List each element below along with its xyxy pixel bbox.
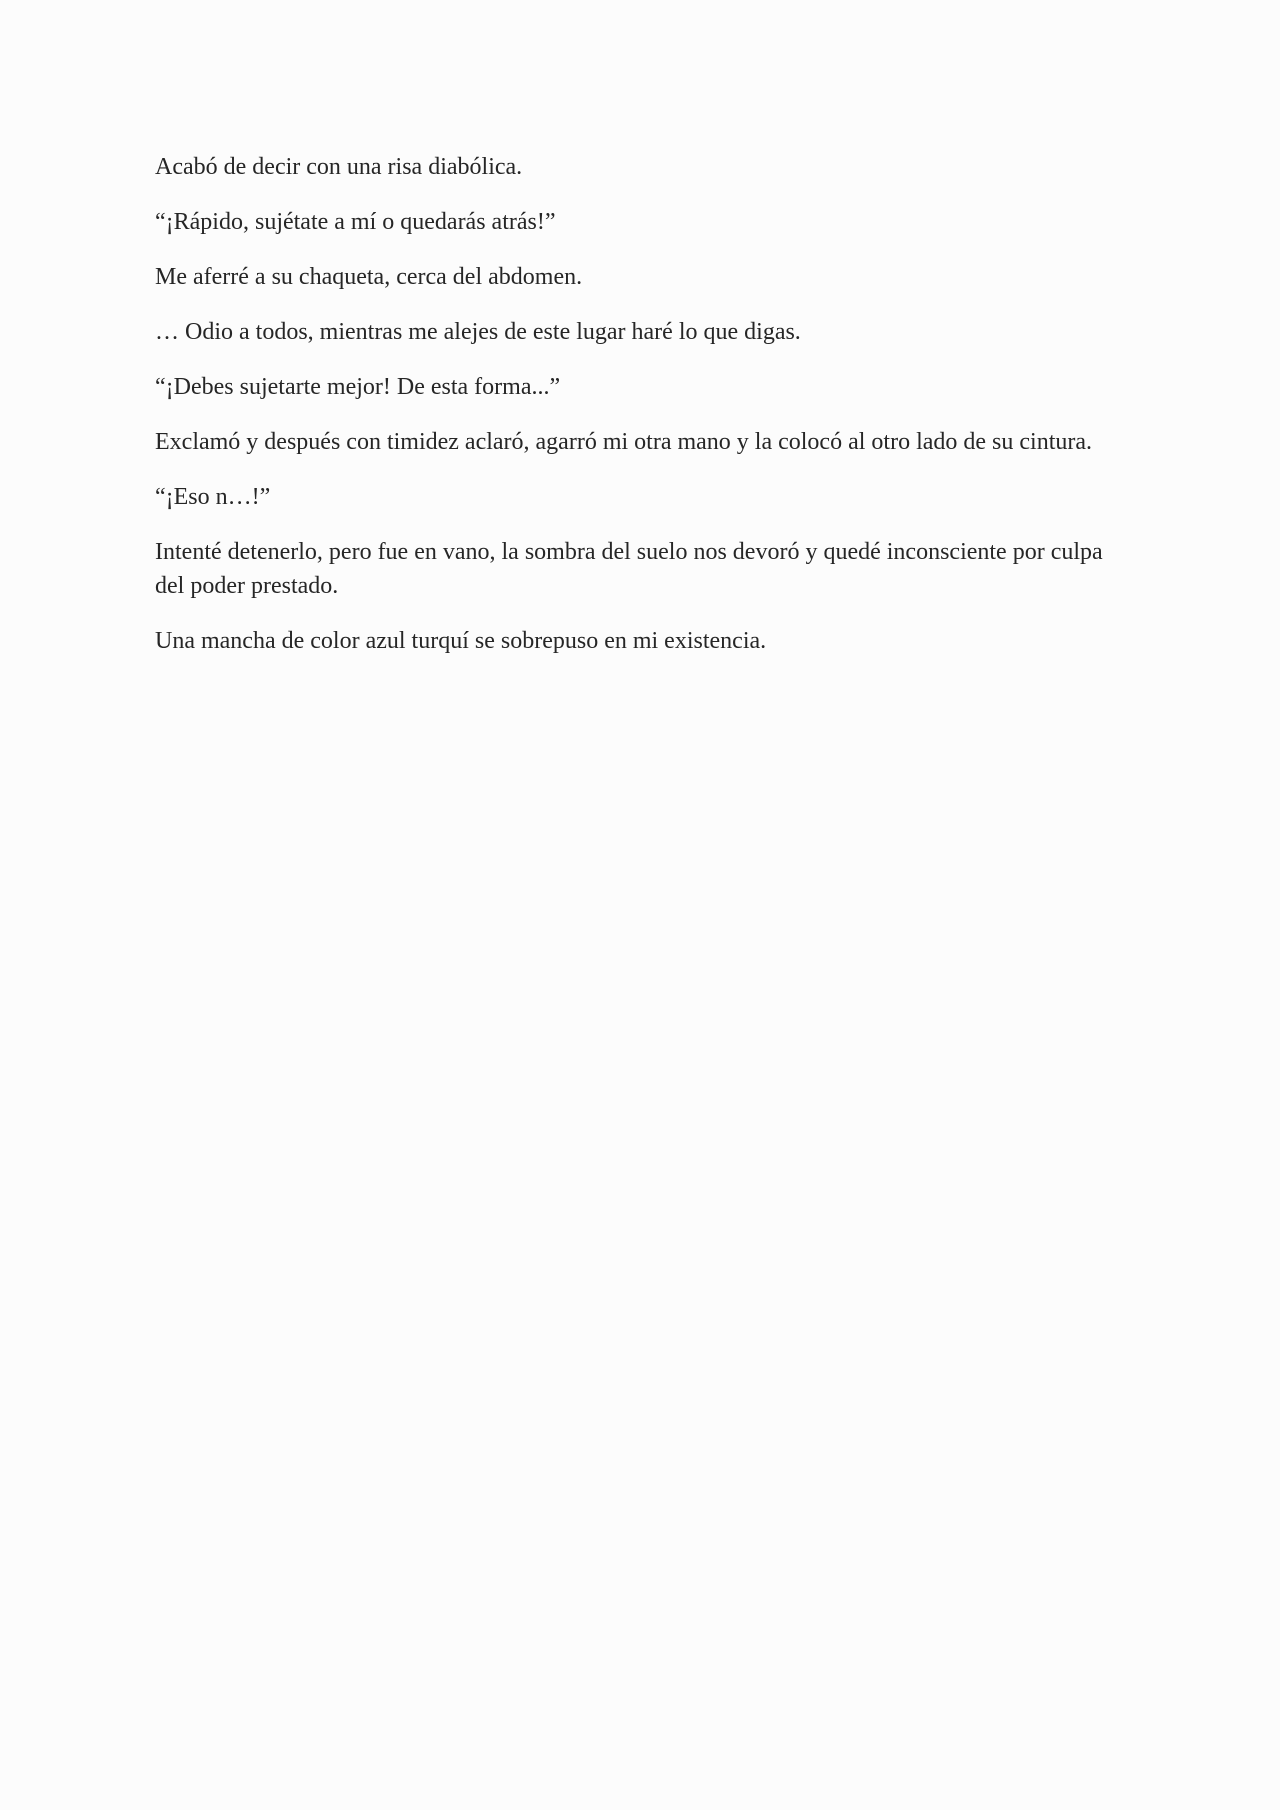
document-body [155, 150, 1125, 679]
paragraph: Acabó de decir con una risa diabólica. [155, 154, 523, 180]
paragraph: Me aferré a su chaqueta, cerca del abdomen. [155, 264, 583, 290]
paragraph: Una mancha de color azul turquí se sobrepuso en mi existencia. [155, 628, 767, 654]
paragraph: “¡Eso n…!” [155, 484, 271, 510]
paragraph: “¡Debes sujetarte mejor! De esta forma...” [155, 374, 561, 400]
paragraph: “¡Rápido, sujétate a mí o quedarás atrás!” [155, 209, 556, 235]
paragraph: Exclamó y después con timidez aclaró, agarró mi otra mano y la colocó al otro lado de su cintura. [155, 429, 1093, 455]
paragraph: Intenté detenerlo, pero fue en vano, la sombra del suelo nos devoró y quedé inconsciente por culpa del poder prestado. [155, 539, 1103, 599]
paragraph: … Odio a todos, mientras me alejes de este lugar haré lo que digas. [155, 319, 801, 345]
